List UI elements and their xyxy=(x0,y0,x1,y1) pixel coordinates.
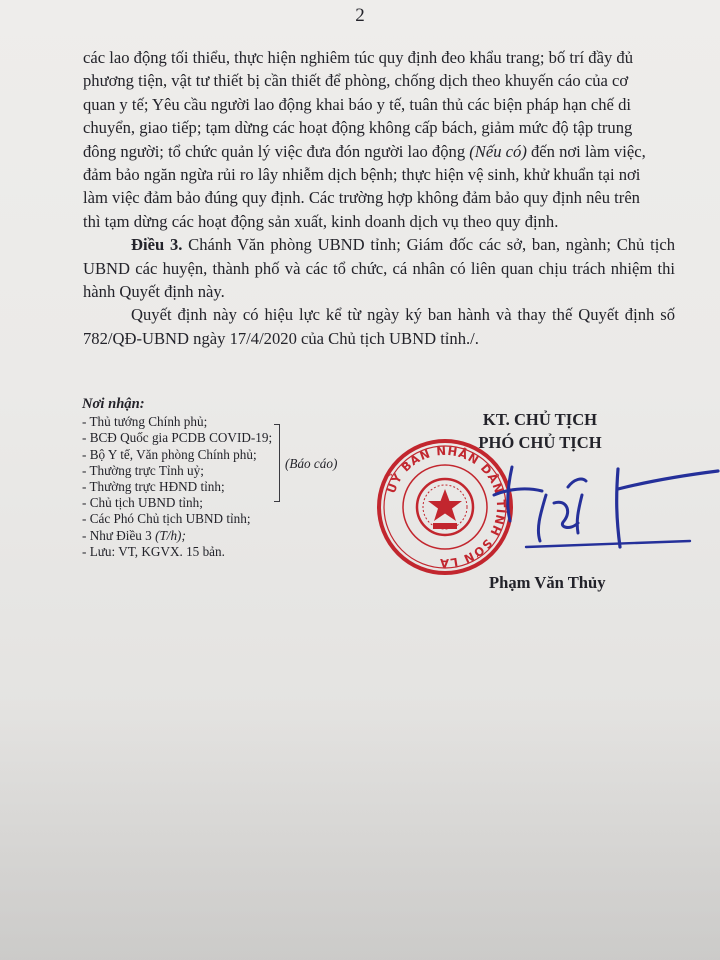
continuation-line-7: làm việc đảm bảo đúng quy định. Các trường hợp không đảm bảo quy định nêu trên xyxy=(83,188,640,208)
article-3-paragraph xyxy=(83,233,675,303)
continuation-line-1: các lao động tối thiểu, thực hiện nghiêm túc quy định đeo khẩu trang; bố trí đầy đủ xyxy=(83,48,634,67)
continuation-line-5a: đông người; tổ chức quản lý việc đưa đón người lao động xyxy=(83,141,470,161)
continuation-line-3: quan y tế; Yêu cầu người lao động khai báo y tế, tuân thủ các biện pháp hạn chế di xyxy=(83,94,631,114)
article-3-heading: Điều 3. xyxy=(131,235,183,255)
article-3-text: Chánh Văn phòng UBND tỉnh; Giám đốc các sở, ban, ngành; Chủ tịch UBND các huyện, thành phố và các tổ chức, cá nhân có liên quan chịu trách nhiệm thi hành Quyết định này. xyxy=(83,235,675,302)
recipient-item: - Thường trực Tỉnh uỷ; xyxy=(82,462,204,478)
recipient-item: - Thường trực HĐND tỉnh; xyxy=(82,479,225,495)
recipient-item: - BCĐ Quốc gia PCDB COVID-19; xyxy=(82,430,273,446)
continuation-line-4: chuyển, giao tiếp; tạm dừng các hoạt động không cấp bách, giảm mức độ tập trung xyxy=(83,118,633,138)
recipients-bracket xyxy=(274,424,280,502)
continuation-line-5 xyxy=(83,140,675,163)
recipient-item: - Lưu: VT, KGVX. 15 bản. xyxy=(82,543,225,559)
continuation-line-2: phương tiện, vật tư thiết bị cần thiết để phòng, chống dịch theo khuyến cáo của cơ xyxy=(83,71,629,91)
recipient-item xyxy=(82,528,372,544)
continuation-line-5b: đến nơi làm việc, xyxy=(526,141,646,161)
seal-text: UỶ BAN NHÂN DÂN TỈNH SƠN LA xyxy=(384,443,509,571)
continuation-line-6: đảm bảo ngăn ngừa rủi ro lây nhiễm dịch bệnh; thực hiện vệ sinh, khử khuẩn tại nơi xyxy=(83,165,641,185)
recipient-item: - Chủ tịch UBND tỉnh; xyxy=(82,495,203,511)
recipient-item-suffix: (T/h); xyxy=(155,527,186,543)
recipient-item: - Bộ Y tế, Văn phòng Chính phủ; xyxy=(82,446,257,462)
signer-name: Phạm Văn Thủy xyxy=(489,573,606,592)
report-label: (Báo cáo) xyxy=(285,456,338,471)
recipients-title: Nơi nhận: xyxy=(82,396,145,412)
effect-paragraph: Quyết định này có hiệu lực kể từ ngày ký ban hành và thay thế Quyết định số 782/QĐ-UBND ngày 17/4/2020 của Chủ tịch UBND tỉnh./. xyxy=(83,305,675,348)
sign-title-line-2: PHÓ CHỦ TỊCH xyxy=(478,433,602,452)
photo-shadow xyxy=(0,690,720,960)
document-body xyxy=(83,46,675,350)
continuation-line-8: thì tạm dừng các hoạt động sản xuất, kinh doanh dịch vụ theo quy định. xyxy=(83,211,559,231)
sign-title-line-1: KT. CHỦ TỊCH xyxy=(482,410,598,429)
if-any-note: (Nếu có) xyxy=(469,141,527,161)
signature-icon xyxy=(450,455,720,565)
recipients-block xyxy=(82,396,372,560)
recipient-item: - Thủ tướng Chính phủ; xyxy=(82,414,208,430)
recipient-item-text: - Như Điều 3 xyxy=(82,527,156,543)
recipient-item: - Các Phó Chủ tịch UBND tỉnh; xyxy=(82,511,251,527)
page-number: 2 xyxy=(355,5,365,26)
recipients-list xyxy=(82,414,372,560)
